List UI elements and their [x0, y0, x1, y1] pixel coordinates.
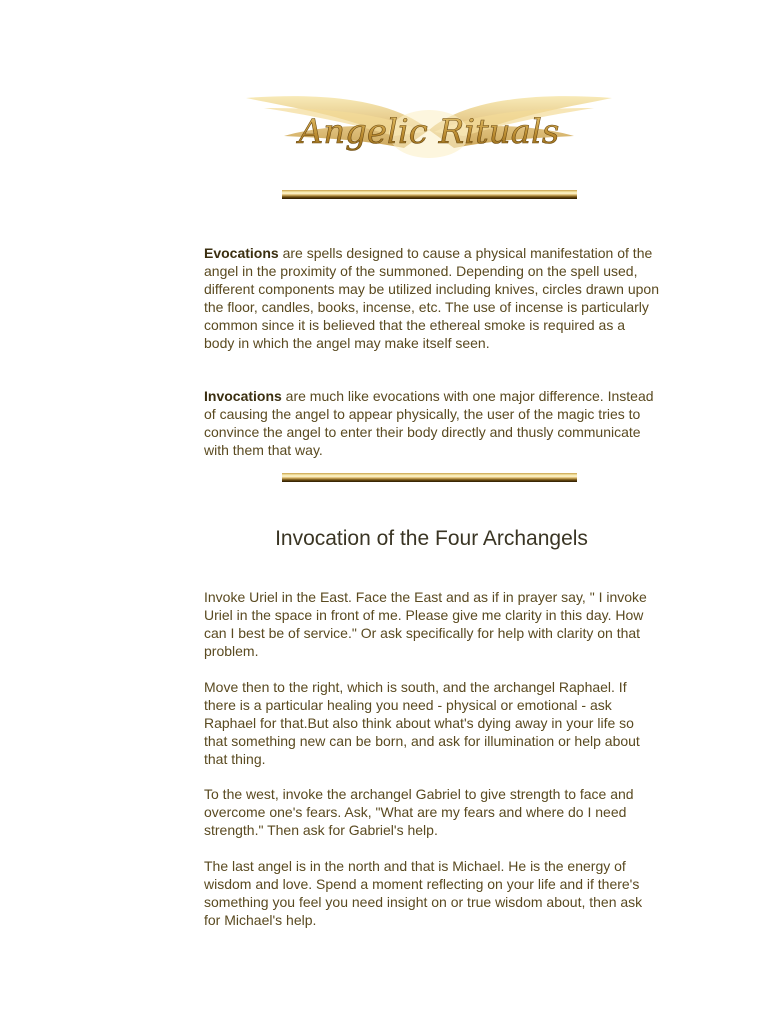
evocations-body: are spells designed to cause a physical manifestation of the angel in the proximity of the summoned. Depending on the spell used, different components may be utilized including knives, circles drawn upon the floor, candles, books, incense, etc. The use of incense is particularly common since it is believed that the ethereal smoke is required as a body in which the angel may make itself seen. — [204, 245, 659, 351]
raphael-paragraph: Move then to the right, which is south, and the archangel Raphael. If there is a particular healing you need - physical or emotional - ask Raphael for that.But also think about what's dying away in your life so that something new can be born, and ask for illumination or help about that thing. — [204, 679, 640, 767]
wings-logo-graphic — [244, 90, 614, 165]
invocations-body: are much like evocations with one major difference. Instead of causing the angel to appear physically, the user of the magic tries to convince the angel to enter their body directly and thusly communicate with them that way. — [204, 388, 654, 458]
invocations-term: Invocations — [204, 388, 282, 404]
invocations-paragraph — [204, 387, 659, 459]
logo-text: Angelic Rituals — [298, 112, 560, 152]
evocations-term: Evocations — [204, 245, 279, 261]
michael-paragraph: The last angel is in the north and that is Michael. He is the energy of wisdom and love. Spend a moment reflecting on your life and if there's something you feel you need insight on or true wisdom about, then ask for Michael's help. — [204, 858, 643, 928]
uriel-paragraph: Invoke Uriel in the East. Face the East and as if in prayer say, " I invoke Uriel in the space in front of me. Please give me clarity in this day. How can I best be of service." Or ask specifically for help with clarity on that problem. — [204, 589, 647, 659]
gold-divider-top — [282, 190, 577, 199]
gabriel-paragraph: To the west, invoke the archangel Gabriel to give strength to face and overcome one's fears. Ask, "What are my fears and where do I need strength." Then ask for Gabriel's help. — [204, 786, 634, 838]
section-heading: Invocation of the Four Archangels — [275, 527, 588, 550]
gold-divider-middle — [282, 473, 577, 482]
evocations-paragraph — [204, 244, 659, 352]
angelic-rituals-logo — [244, 90, 614, 165]
